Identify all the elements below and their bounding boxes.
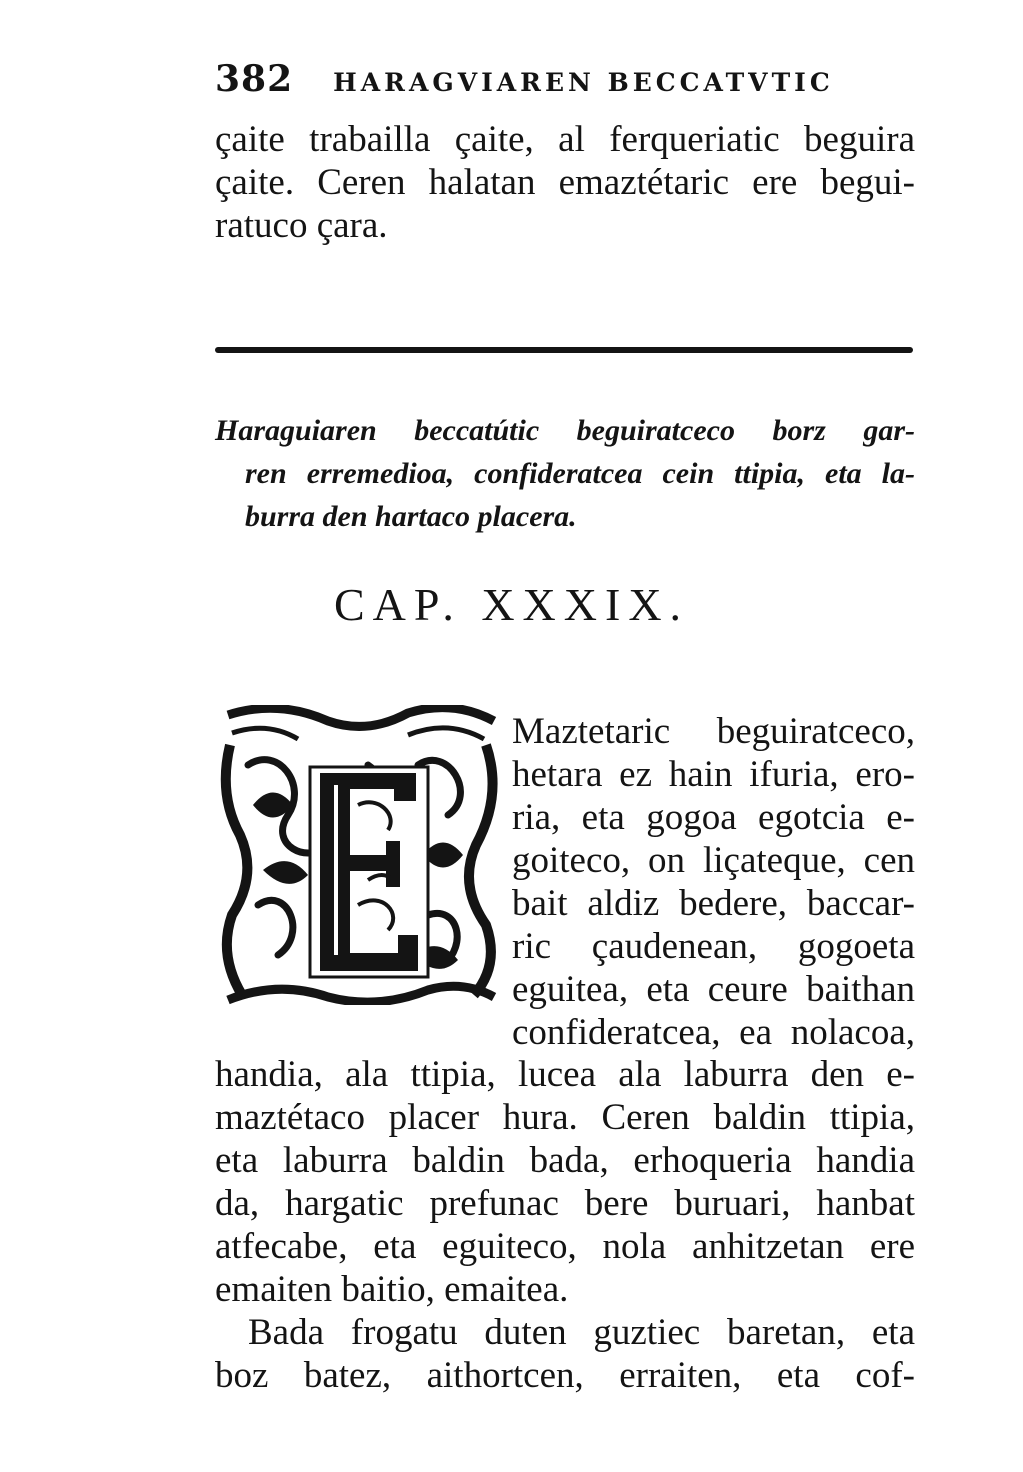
chapter-summary-line: Haraguiaren beccatútic beguiratceco borz gar- [215, 414, 915, 447]
text-line: handia, ala ttipia, lucea ala laburra den e- [215, 1054, 915, 1095]
running-title: HARAGVIAREN BECCATVTIC [333, 68, 834, 97]
text-line: ria, eta gogoa egotcia e- [512, 797, 915, 838]
ornamental-initial-icon [218, 705, 498, 1005]
text-line: confideratcea, ea nolacoa, [512, 1012, 915, 1053]
text-line: atfecabe, eta eguiteco, nola anhitzetan ere [215, 1226, 915, 1267]
text-line: boz batez, aithortcen, erraiten, eta cof- [215, 1355, 915, 1396]
text-line: ric çaudenean, gogoeta [512, 926, 915, 967]
page-number: 382 [215, 58, 294, 100]
text-line: bait aldiz bedere, baccar- [512, 883, 915, 924]
text-line: goiteco, on liçateque, cen [512, 840, 915, 881]
text-line: da, hargatic prefunac bere buruari, hanbat [215, 1183, 915, 1224]
running-head [215, 58, 915, 102]
text-line: eguitea, eta ceure baithan [512, 969, 915, 1010]
text-line: Maztetaric beguiratceco, [512, 711, 915, 752]
text-line: emaiten baitio, emaitea. [215, 1269, 569, 1310]
chapter-heading: CAP. XXXIX. [333, 579, 690, 630]
text-line: maztétaco placer hura. Ceren baldin ttipia, [215, 1097, 915, 1138]
text-line: Bada frogatu duten guztiec baretan, eta [248, 1312, 915, 1353]
text-line: hetara ez hain ifuria, ero- [512, 754, 915, 795]
chapter-summary-line: burra den hartaco placera. [245, 500, 577, 533]
chapter-summary-line: ren erremedioa, confideratcea cein ttipia, eta la- [245, 457, 915, 490]
section-divider [215, 347, 913, 353]
text-line: eta laburra baldin bada, erhoqueria handia [215, 1140, 915, 1181]
text-line: ratuco çara. [215, 205, 388, 246]
text-line: çaite. Ceren halatan emaztétaric ere begui- [215, 162, 915, 203]
text-line: çaite trabailla çaite, al ferqueriatic beguira [215, 119, 915, 160]
